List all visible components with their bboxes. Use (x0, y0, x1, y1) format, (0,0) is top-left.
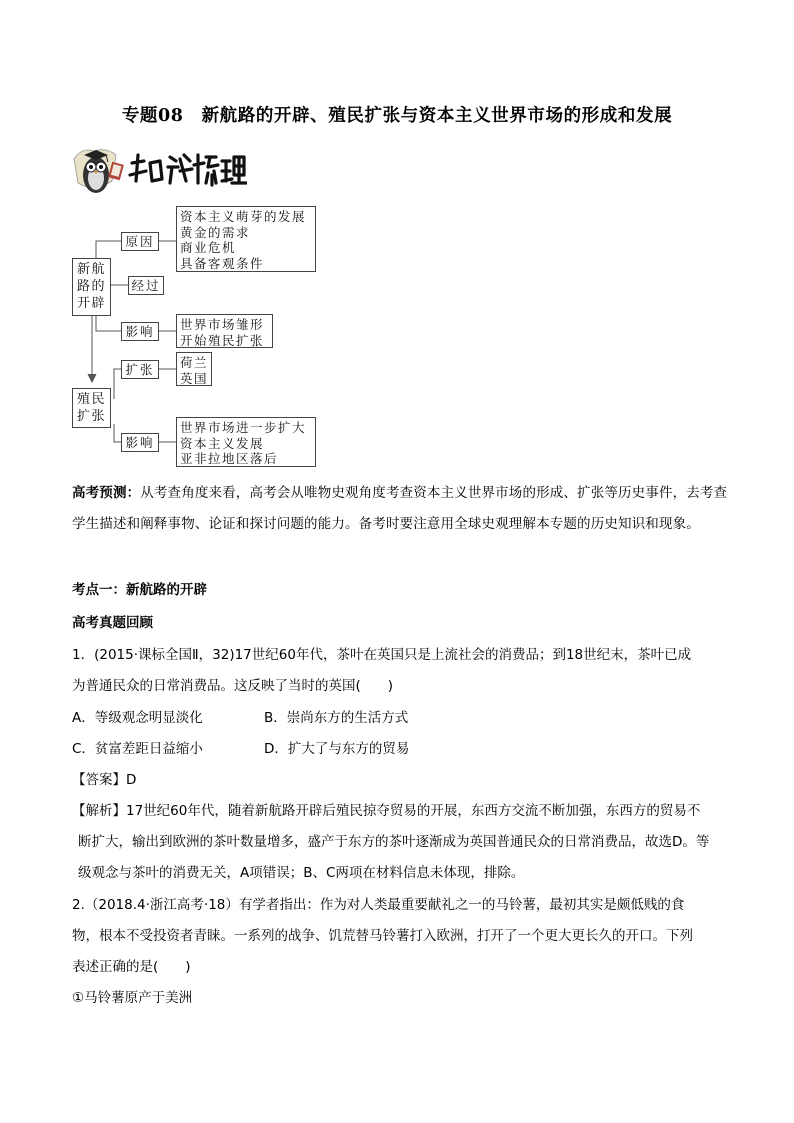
q2-item-1: ①马铃薯原产于美洲 (72, 990, 193, 1006)
diagram-label-process: 经过 (128, 276, 164, 295)
node-line: 扩张 (77, 409, 107, 424)
q2-stem-line: 表述正确的是( ) (72, 959, 191, 975)
reason-item: 具备客观条件 (180, 255, 265, 271)
node-line: 开辟 (77, 296, 107, 311)
expansion-item: 英国 (180, 370, 209, 386)
reason-item: 黄金的需求 (180, 224, 251, 240)
node-line: 新航 (77, 262, 107, 277)
forecast-paragraph (72, 478, 732, 540)
q1-option-c: C．贫富差距日益缩小 (72, 741, 203, 757)
forecast-label: 高考预测： (72, 485, 141, 501)
effect-item: 资本主义发展 (180, 435, 265, 451)
diagram-effects1-box (176, 314, 273, 348)
section-heading-kaodian: 考点一：新航路的开辟 (72, 582, 207, 598)
diagram-expansion-box (176, 352, 212, 386)
q1-analysis-line: 级观念与茶叶的消费无关，A项错误；B、C两项在材料信息未体现，排除。 (78, 865, 525, 881)
q1-stem-line: 1．(2015·课标全国Ⅱ，32)17世纪60年代，茶叶在英国只是上流社会的消费品；到18世纪末，茶叶已成 (72, 647, 692, 663)
diagram-reasons-box (176, 206, 316, 272)
q2-stem-line: 物，根本不受投资者青睐。一系列的战争、饥荒替马铃薯打入欧洲，打开了一个更大更长久的开口。下列 (72, 928, 693, 944)
diagram-label-effects-2: 影响 (121, 433, 159, 452)
q1-analysis-line: 断扩大，输出到欧洲的茶叶数量增多，盛产于东方的茶叶逐渐成为英国普通民众的日常消费品，故选D。等 (78, 834, 710, 850)
q1-analysis-line: 【解析】17世纪60年代，随着新航路开辟后殖民掠夺贸易的开展，东西方交流不断加强，东西方的贸易不 (72, 803, 701, 819)
q1-answer: 【答案】D (72, 772, 137, 788)
effect-item: 世界市场雏形 (180, 317, 265, 332)
effect-item: 亚非拉地区落后 (180, 451, 279, 466)
effect-item: 开始殖民扩张 (180, 332, 265, 348)
diagram-node-new-route (72, 258, 111, 316)
diagram-effects2-box (176, 417, 316, 467)
diagram-label-expansion: 扩张 (121, 360, 159, 379)
q1-option-b: B．崇尚东方的生活方式 (264, 710, 409, 726)
title-text: 新航路的开辟、殖民扩张与资本主义世界市场的形成和发展 (201, 106, 673, 126)
section-heading-review: 高考真题回顾 (72, 615, 153, 631)
forecast-text: 从考查角度来看，高考会从唯物史观角度考查资本主义世界市场的形成、扩张等历史事件，去考查学生描述和阐释事物、论证和探讨问题的能力。备考时要注意用全球史观理解本专题的历史知识和现象。 (72, 485, 728, 532)
expansion-item: 荷兰 (180, 355, 209, 370)
q1-option-a: A．等级观念明显淡化 (72, 710, 203, 726)
node-line: 路的 (77, 279, 107, 294)
q1-stem-line: 为普通民众的日常消费品。这反映了当时的英国( ) (72, 678, 394, 694)
reason-item: 商业危机 (180, 240, 237, 255)
effect-item: 世界市场进一步扩大 (180, 420, 307, 435)
diagram-label-effects-1: 影响 (121, 322, 159, 341)
q2-stem-line: 2.（2018.4·浙江高考·18）有学者指出：作为对人类最重要献礼之一的马铃薯，最初其实是颇低贱的食 (72, 897, 685, 913)
q1-option-d: D．扩大了与东方的贸易 (264, 741, 410, 757)
diagram-label-causes: 原因 (121, 232, 159, 251)
title-number: 专题08 (121, 106, 184, 126)
reason-item: 资本主义萌芽的发展 (180, 209, 307, 224)
diagram-node-colonial-expansion (72, 388, 111, 428)
node-line: 殖民 (77, 392, 107, 407)
